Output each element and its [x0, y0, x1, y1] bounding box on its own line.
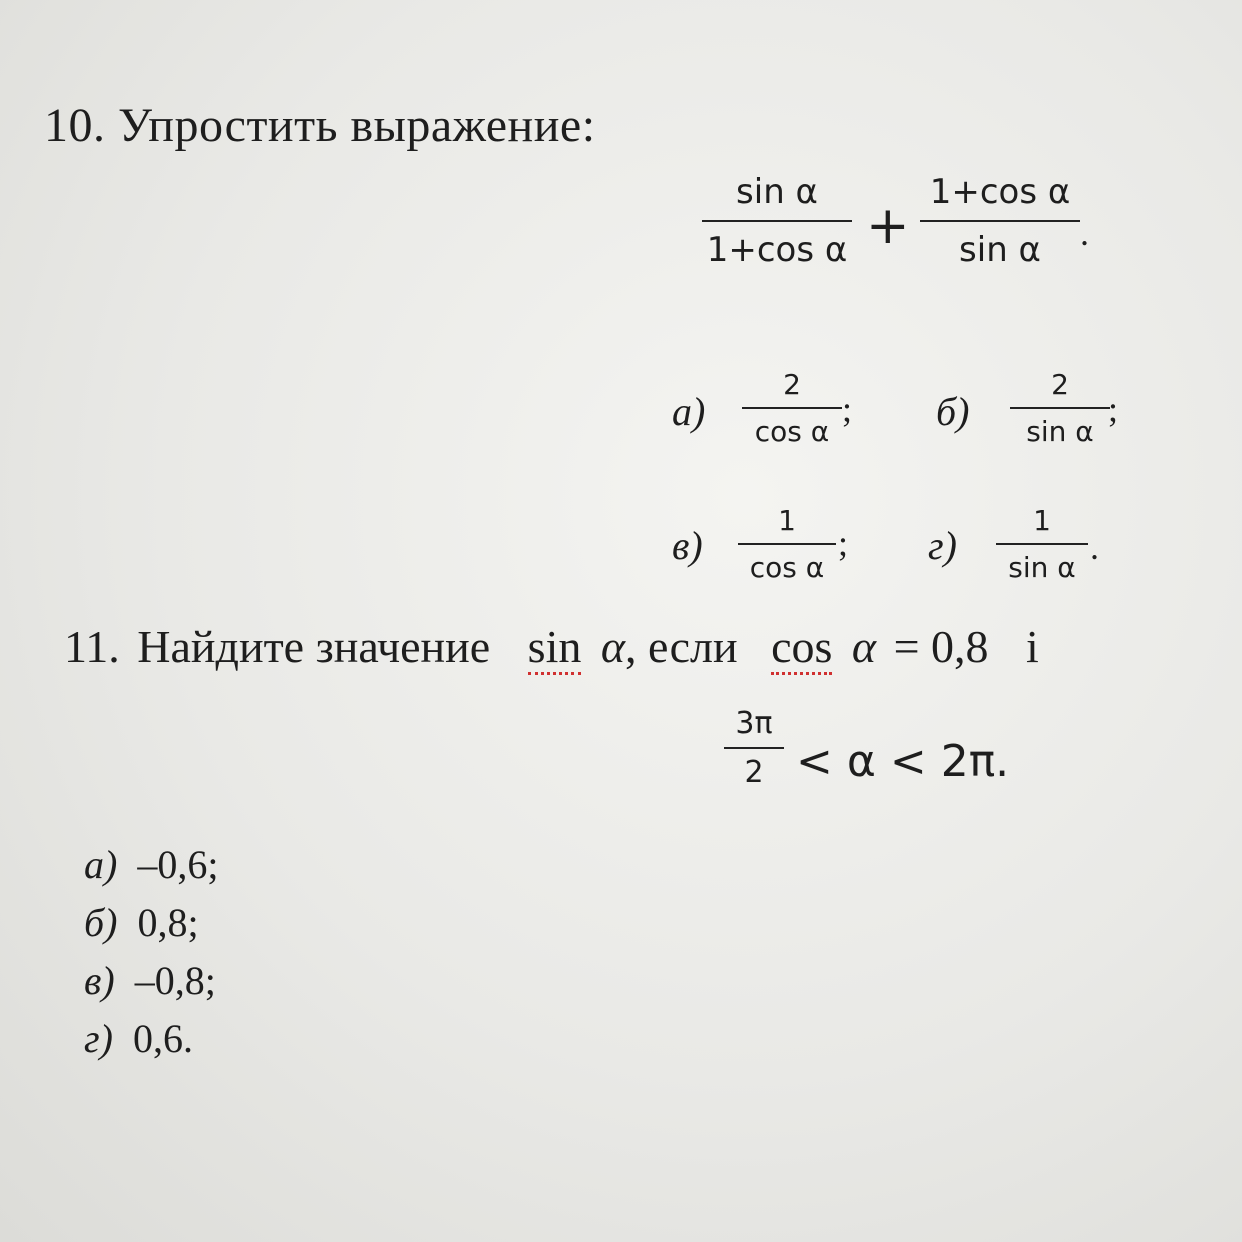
- fraction-bar: [738, 543, 836, 545]
- sin-function: sin: [528, 621, 582, 675]
- fraction-bar: [742, 407, 842, 409]
- cos-value: = 0,8: [893, 621, 989, 672]
- fraction-bar: [724, 747, 784, 749]
- expr-fraction-2-numerator: 1+cos α: [929, 172, 1071, 212]
- numerator: 2: [783, 368, 801, 401]
- q10-option-a-fraction: [742, 368, 842, 448]
- q10-option-c-end: ;: [838, 523, 849, 563]
- expr-fraction-1: [702, 172, 852, 270]
- denominator: sin α: [1026, 415, 1094, 448]
- expr-end-period: .: [1080, 213, 1089, 253]
- alpha-symbol: α: [851, 621, 877, 672]
- fraction-bar: [920, 220, 1080, 222]
- q10-option-b-letter[interactable]: б): [936, 389, 970, 434]
- option-letter: б): [84, 900, 118, 945]
- option-letter: в): [84, 958, 115, 1003]
- q10-option-a-end: ;: [842, 389, 853, 429]
- plus-sign: +: [866, 196, 910, 256]
- option-value: 0,8;: [137, 900, 199, 945]
- q11-option-d[interactable]: [84, 1010, 218, 1068]
- question-11-text: Найдите значение: [137, 621, 491, 672]
- question-11-line: [64, 620, 1039, 673]
- q10-option-d-letter[interactable]: г): [928, 523, 957, 568]
- q10-option-d-end: .: [1090, 527, 1099, 567]
- expr-fraction-1-denominator: 1+cos α: [706, 230, 848, 270]
- q10-option-b-fraction: [1010, 368, 1110, 448]
- expr-fraction-2-denominator: sin α: [959, 230, 1041, 270]
- question-10-title: 10. Упростить выражение:: [44, 99, 596, 152]
- q10-option-a-letter[interactable]: а): [672, 389, 706, 434]
- expr-fraction-2: [920, 172, 1080, 270]
- question-11-number: 11.: [64, 621, 120, 672]
- q11-option-a[interactable]: [84, 836, 218, 894]
- question-11-tail: i: [1026, 621, 1039, 672]
- numerator: 1: [1033, 504, 1051, 537]
- fraction-bar: [996, 543, 1088, 545]
- fraction-bar: [1010, 407, 1110, 409]
- denominator: cos α: [749, 551, 825, 584]
- question-11-condition: , если: [625, 621, 738, 672]
- q10-option-c-fraction: [738, 504, 836, 584]
- denominator: sin α: [1008, 551, 1076, 584]
- range-inequality: < α < 2π.: [796, 736, 1010, 787]
- expr-fraction-1-numerator: sin α: [736, 172, 818, 212]
- range-numerator: 3π: [735, 706, 773, 741]
- q11-option-b[interactable]: [84, 894, 218, 952]
- option-letter: г): [84, 1016, 113, 1061]
- cos-function: cos: [771, 621, 832, 675]
- numerator: 2: [1051, 368, 1069, 401]
- option-value: –0,6;: [137, 842, 219, 887]
- option-value: 0,6.: [132, 1016, 193, 1061]
- numerator: 1: [778, 504, 796, 537]
- q10-option-c-letter[interactable]: в): [672, 523, 703, 568]
- q11-option-c[interactable]: [84, 952, 218, 1010]
- option-value: –0,8;: [134, 958, 216, 1003]
- option-letter: а): [84, 842, 118, 887]
- alpha-symbol: α: [600, 621, 626, 672]
- q10-option-b-end: ;: [1108, 389, 1119, 429]
- q11-options: [84, 836, 218, 1068]
- denominator: cos α: [754, 415, 830, 448]
- fraction-bar: [702, 220, 852, 222]
- q10-option-d-fraction: [996, 504, 1088, 584]
- range-denominator: 2: [744, 755, 764, 790]
- range-fraction: [724, 706, 784, 790]
